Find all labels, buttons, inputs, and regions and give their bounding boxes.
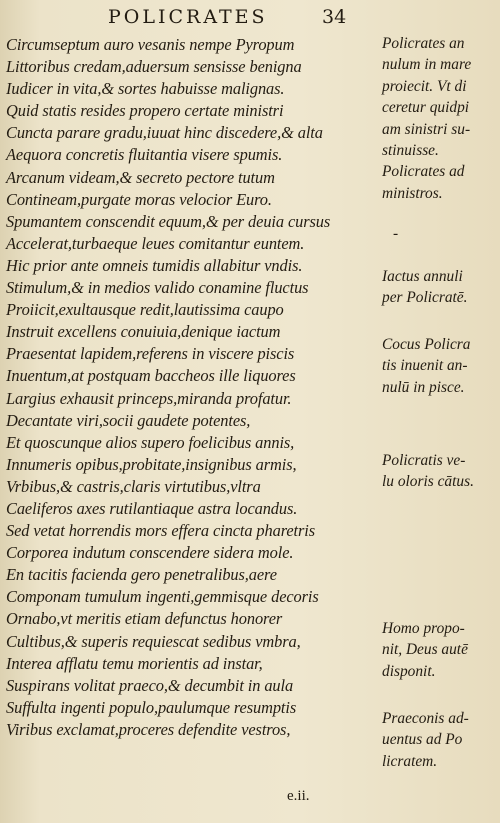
verse-line: Instruit excellens conuiuia,denique iactum bbox=[6, 322, 281, 342]
margin-note-line: Homo propo- bbox=[382, 620, 465, 637]
verse-line: Corporea indutum conscendere sidera mole. bbox=[6, 543, 294, 563]
verse-line: Sed vetat horrendis mors effera cincta pharetris bbox=[6, 521, 316, 541]
margin-note-line: stinuisse. bbox=[382, 142, 439, 160]
verse-line: Interea afflatu temu morientis ad instar, bbox=[6, 653, 263, 673]
verse-line: Largius exhausit princeps,miranda profatur. bbox=[6, 388, 292, 408]
margin-notes bbox=[382, 0, 500, 823]
margin-note-line: ceretur quidpi bbox=[382, 99, 470, 117]
signature-mark: e.ii. bbox=[287, 788, 310, 804]
verse-line: Stimulum,& in medios valido conamine fluctus bbox=[6, 278, 309, 298]
margin-note-line: Iactus annuli bbox=[382, 268, 463, 285]
verse-line: Componam tumulum ingenti,gemmisque decoris bbox=[6, 587, 319, 607]
margin-note-line: Policrates ad bbox=[382, 163, 465, 181]
margin-note-dash bbox=[393, 223, 500, 244]
verse-line: Contineam,purgate moras velocior Euro. bbox=[6, 189, 272, 209]
margin-note-cook bbox=[382, 334, 500, 398]
margin-note-line: uentus ad Po bbox=[382, 731, 463, 749]
verse-line: Caeliferos axes rutilantiaque astra locandus. bbox=[6, 498, 298, 518]
verse-line: Suspirans volitat praeco,& decumbit in aula bbox=[6, 675, 294, 695]
margin-note-line: - bbox=[393, 225, 399, 242]
verse-line: Proiicit,exultausque redit,lautissima caupo bbox=[6, 300, 284, 320]
margin-note-swan-song bbox=[382, 450, 500, 493]
verse-line: Suffulta ingenti populo,paulumque resumptis bbox=[6, 697, 297, 717]
margin-note-line: licratem. bbox=[382, 752, 438, 770]
verse-line: Innumeris opibus,probitate,insignibus armis, bbox=[6, 454, 297, 474]
margin-note-line: am sinistri su- bbox=[382, 120, 471, 138]
verse-line: Littoribus credam,aduersum sensisse benigna bbox=[6, 57, 302, 77]
margin-note-line: tis inuenit an- bbox=[382, 357, 468, 375]
margin-note-line: nulū in pisce. bbox=[382, 378, 465, 396]
margin-note-line: ministros. bbox=[382, 184, 443, 202]
margin-note-policrates-ring bbox=[382, 33, 500, 204]
margin-note-line: Cocus Policra bbox=[382, 336, 471, 353]
verse-line: Ornabo,vt meritis etiam defunctus honorer bbox=[6, 609, 283, 629]
margin-note-line: Praeconis ad- bbox=[382, 710, 469, 727]
page-number: 34 bbox=[322, 6, 347, 28]
margin-note-line: disponit. bbox=[382, 662, 436, 680]
verse-line: Accelerat,turbaeque leues comitantur euntem. bbox=[6, 233, 305, 253]
verse-line: Hic prior ante omneis tumidis allabitur vndis. bbox=[6, 255, 303, 275]
margin-note-line: nulum in mare bbox=[382, 56, 472, 74]
verse-line: Viribus exclamat,proceres defendite vestros, bbox=[6, 719, 291, 739]
verse-line: Decantate viri,socii gaudete potentes, bbox=[6, 410, 251, 430]
verse-line: Iudicer in vita,& sortes habuisse malignas. bbox=[6, 79, 285, 99]
verse-line: Arcanum videam,& secreto pectore tutum bbox=[6, 167, 275, 187]
margin-note-line: nit, Deus autē bbox=[382, 641, 468, 659]
verse-line: Vrbibus,& castris,claris virtutibus,vltra bbox=[6, 476, 261, 496]
running-title: POLICRATES bbox=[108, 6, 268, 28]
verse-line: Cultibus,& superis requiescat sedibus vmbra, bbox=[6, 631, 301, 651]
margin-note-line: lu oloris cātus. bbox=[382, 473, 474, 491]
margin-note-line: Policratis ve- bbox=[382, 452, 466, 469]
verse-line: Spumantem conscendit equum,& per deuia cursus bbox=[6, 211, 331, 231]
margin-note-herald bbox=[382, 708, 500, 772]
verse-line: En tacitis facienda gero penetralibus,aere bbox=[6, 565, 277, 585]
margin-note-line: proiecit. Vt di bbox=[382, 77, 467, 95]
margin-note-ring-throw bbox=[382, 266, 500, 309]
verse-text bbox=[6, 34, 378, 741]
verse-line: Quid statis resides propero certate ministri bbox=[6, 101, 284, 121]
margin-note-line: per Policratē. bbox=[382, 289, 468, 307]
verse-line: Et quoscunque alios supero foelicibus annis, bbox=[6, 432, 295, 452]
verse-line: Inuentum,at postquam baccheos ille liquores bbox=[6, 366, 296, 386]
margin-note-homo-proponit bbox=[382, 618, 500, 682]
verse-line: Cuncta parare gradu,iuuat hinc discedere,& alta bbox=[6, 123, 323, 143]
verse-line: Aequora concretis fluitantia visere spumis. bbox=[6, 145, 283, 165]
verse-line: Praesentat lapidem,referens in viscere piscis bbox=[6, 344, 295, 364]
verse-line: Circumseptum auro vesanis nempe Pyropum bbox=[6, 35, 295, 54]
margin-note-line: Policrates an bbox=[382, 35, 465, 52]
